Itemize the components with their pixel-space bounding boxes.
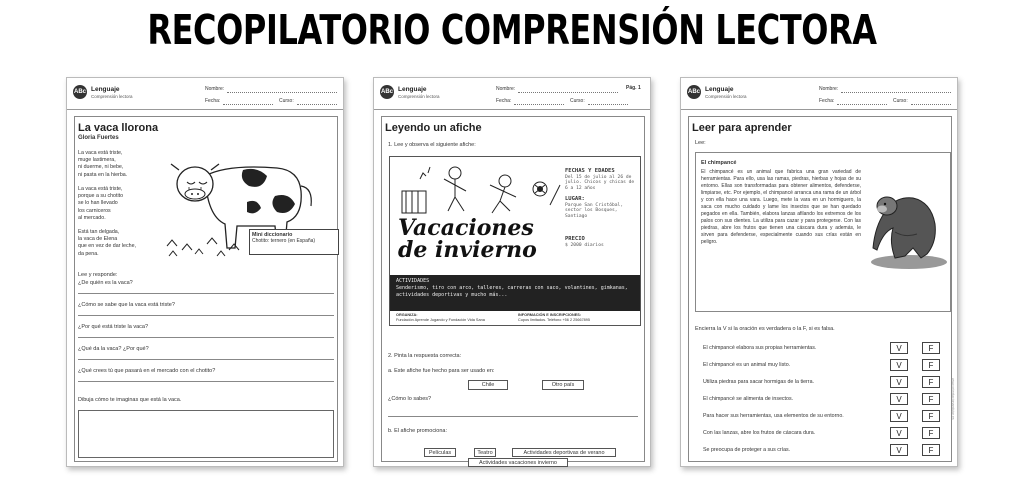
statement-text: El chimpancé es un animal muy listo. xyxy=(703,362,791,368)
question-a: a. Este afiche fue hecho para ser usado en: xyxy=(388,368,495,374)
course-label: Curso: xyxy=(570,98,585,104)
true-option[interactable]: V xyxy=(890,410,908,422)
sheet-title: Leer para aprender xyxy=(692,122,792,134)
question-4: ¿Qué da la vaca? ¿Por qué? xyxy=(78,346,149,352)
name-label: Nombre: xyxy=(819,86,839,92)
name-line[interactable] xyxy=(841,92,951,93)
true-option[interactable]: V xyxy=(890,376,908,388)
question-how: ¿Cómo lo sabes? xyxy=(388,396,432,402)
subsubject-label: Comprensión lectora xyxy=(91,94,133,99)
poem-line: La vaca está triste, xyxy=(78,150,123,156)
subsubject-label: Comprensión lectora xyxy=(705,94,747,99)
poster-price xyxy=(565,237,637,248)
header-divider xyxy=(374,109,650,110)
statement-text: Con las lanzas, abre los frutos de cáscara dura. xyxy=(703,430,816,436)
poem-stanza-2 xyxy=(78,186,123,222)
activities-text: Senderismo, tiro con arco, talleres, carreras con saco, volantines, gimkanas, actividades deportivas y mucho más... xyxy=(396,285,628,298)
worksheet-leyendo-un-afiche xyxy=(373,77,651,467)
poem-line: da pena. xyxy=(78,250,99,257)
statement-row xyxy=(703,342,953,355)
question-2: ¿Cómo se sabe que la vaca está triste? xyxy=(78,302,175,308)
course-line[interactable] xyxy=(588,104,628,105)
reading-title: El chimpancé xyxy=(701,160,737,166)
false-option[interactable]: F xyxy=(922,393,940,405)
course-line[interactable] xyxy=(297,104,337,105)
poster-title xyxy=(398,217,537,261)
abc-logo-icon: ABc xyxy=(73,85,87,99)
poster xyxy=(389,156,641,326)
header-divider xyxy=(681,109,957,110)
poster-organizer xyxy=(396,313,506,323)
date-line[interactable] xyxy=(223,104,273,105)
poem-line: muge lastimera, xyxy=(78,157,116,164)
instruction-1: 1. Lee y observa el siguiente afiche: xyxy=(388,142,476,148)
abc-logo-icon: ABc xyxy=(687,85,701,99)
false-option[interactable]: F xyxy=(922,342,940,354)
chimpanzee-illustration xyxy=(865,182,947,272)
answer-line[interactable] xyxy=(78,381,334,382)
false-option[interactable]: F xyxy=(922,410,940,422)
poem-stanza-1 xyxy=(78,150,127,179)
true-option[interactable]: V xyxy=(890,427,908,439)
dictionary-title: Mini diccionario xyxy=(252,232,293,238)
poem-line: La vaca está triste, xyxy=(78,186,123,192)
page-number: Pág. 1 xyxy=(626,85,641,91)
price-text: $ 2000 diarios xyxy=(565,242,604,248)
option-actividades-invierno[interactable]: Actividades vacaciones invierno xyxy=(468,458,568,467)
subject-label: Lenguaje xyxy=(705,86,734,93)
name-line[interactable] xyxy=(227,92,337,93)
sheet-header xyxy=(374,78,650,108)
instruction-true-false: Encierra la V si la oración es verdadera o la F, si es falsa. xyxy=(695,326,835,332)
poster-title-line: de invierno xyxy=(398,237,537,263)
poem-line: que en vez de dar leche, xyxy=(78,243,137,250)
statement-text: Se preocupa de proteger a sus crías. xyxy=(703,447,791,453)
poem-line: al mercado. xyxy=(78,214,106,221)
poster-place xyxy=(565,197,637,219)
question-5: ¿Qué crees tú que pasará en el mercado con el chotito? xyxy=(78,368,216,374)
poem-line: Está tan delgada, xyxy=(78,229,120,235)
false-option[interactable]: F xyxy=(922,427,940,439)
organizer-text: Fundación Aprende Jugando y Fundación Vida Sana xyxy=(396,318,485,322)
subsubject-label: Comprensión lectora xyxy=(398,94,440,99)
instruction-read-answer: Lee y responde: xyxy=(78,272,118,278)
answer-line[interactable] xyxy=(388,416,638,417)
statement-row xyxy=(703,359,953,372)
option-otro-pais[interactable]: Otro país xyxy=(542,380,584,390)
poster-info xyxy=(518,313,638,323)
page-title: RECOPILATORIO COMPRENSIÓN LECTORA xyxy=(147,6,877,54)
option-chile[interactable]: Chile xyxy=(468,380,508,390)
date-label: Fecha: xyxy=(496,98,512,104)
instruction-read: Lee: xyxy=(695,140,706,146)
place-text: Parque San Cristóbal, sector los Bosques, Santiago xyxy=(565,202,624,219)
true-option[interactable]: V xyxy=(890,393,908,405)
abc-logo-icon: ABc xyxy=(380,85,394,99)
name-label: Nombre: xyxy=(496,86,516,92)
statement-text: Para hacer sus herramientas, usa elementos de su entorno. xyxy=(703,413,844,419)
poem-line: porque a su chotito xyxy=(78,193,124,200)
sheet-title: Leyendo un afiche xyxy=(385,122,482,134)
date-label: Fecha: xyxy=(205,98,221,104)
poster-activities xyxy=(390,275,640,311)
question-1: ¿De quién es la vaca? xyxy=(78,280,133,286)
kids-playing-illustration xyxy=(400,161,565,219)
mini-dictionary xyxy=(249,229,339,255)
poem-line: ni duerme, ni bebe, xyxy=(78,164,124,171)
course-label: Curso: xyxy=(893,98,908,104)
poster-dates xyxy=(565,169,637,191)
date-line[interactable] xyxy=(514,104,564,105)
worksheet-leer-para-aprender xyxy=(680,77,958,467)
poem-line: la vaca de Elena xyxy=(78,236,118,243)
dates-title: FECHAS Y EDADES xyxy=(565,168,615,174)
name-line[interactable] xyxy=(518,92,618,93)
answer-line[interactable] xyxy=(78,337,334,338)
sheet-header xyxy=(67,78,343,108)
draw-instruction: Dibuja cómo te imaginas que está la vaca. xyxy=(78,397,182,403)
info-text: Cupos limitados. Teléfono +56 2 25667895 xyxy=(518,318,591,322)
dictionary-text: Chotito: ternero (en España) xyxy=(252,238,316,244)
worksheet-la-vaca-llorona xyxy=(66,77,344,467)
activities-title: ACTIVIDADES xyxy=(396,278,430,284)
poem-line: los carniceros xyxy=(78,207,111,214)
price-title: PRECIO xyxy=(565,236,585,242)
statement-text: El chimpancé se alimenta de insectos. xyxy=(703,396,794,402)
answer-line[interactable] xyxy=(78,359,334,360)
subject-label: Lenguaje xyxy=(91,86,120,93)
drawing-area[interactable] xyxy=(78,410,334,458)
poem-stanza-3 xyxy=(78,229,136,258)
side-watermark: www.orientacionandujar.es xyxy=(951,378,955,420)
date-label: Fecha: xyxy=(819,98,835,104)
false-option[interactable]: F xyxy=(922,359,940,371)
option-actividades-verano[interactable]: Actividades deportivas de verano xyxy=(512,448,616,457)
statement-row xyxy=(703,376,953,389)
false-option[interactable]: F xyxy=(922,376,940,388)
date-line[interactable] xyxy=(837,104,887,105)
statement-row xyxy=(703,444,953,457)
answer-line[interactable] xyxy=(78,315,334,316)
subject-label: Lenguaje xyxy=(398,86,427,93)
info-title: INFORMACIÓN E INSCRIPCIONES: xyxy=(518,313,582,317)
question-b: b. El afiche promociona: xyxy=(388,428,448,434)
reading-text: El chimpancé es un animal que fabrica una gran variedad de herramientas. Para ello, usa las ramas, piedras, hierbas y hojas de su entorno. Ellas son transformadas para obtener alimentos, defenderse, limpiarse, etc. Por ejemplo, el chimpancé arranca una rama de un árbol y con ella hace una vara. Luego, mete la vara en un hormiguero, la saca con mucho cuidado y lame los insectos que se han quedado pegados en ella. También, elabora lanzas afilando los extremos de los palos con sus dientes. La utiliza para cazar y para protegerse. Con las piedras, abre los frutos que tienen una cáscara dura y además, le sirven para defenderse, especialmente cuando sus crías están en peligro. xyxy=(701,169,861,245)
poem-line: ni pasta en la hierba. xyxy=(78,171,128,178)
true-option[interactable]: V xyxy=(890,359,908,371)
statement-text: El chimpancé elabora sus propias herramientas. xyxy=(703,345,817,351)
poster-title-line: Vacaciones xyxy=(398,215,534,241)
false-option[interactable]: F xyxy=(922,444,940,456)
name-label: Nombre: xyxy=(205,86,225,92)
answer-line[interactable] xyxy=(78,293,334,294)
course-label: Curso: xyxy=(279,98,294,104)
true-option[interactable]: V xyxy=(890,444,908,456)
true-option[interactable]: V xyxy=(890,342,908,354)
instruction-2: 2. Pinta la respuesta correcta: xyxy=(388,353,462,359)
question-3: ¿Por qué está triste la vaca? xyxy=(78,324,149,330)
dates-text: Del 15 de julio al 26 de julio. Chicos y chicas de 6 a 12 años xyxy=(565,174,635,191)
author: Gloria Fuertes xyxy=(78,135,119,141)
statement-text: Utiliza piedras para sacar hormigas de la tierra. xyxy=(703,379,814,385)
statement-row xyxy=(703,427,953,440)
option-peliculas[interactable]: Películas xyxy=(424,448,456,457)
course-line[interactable] xyxy=(911,104,951,105)
header-divider xyxy=(67,109,343,110)
poem-line: se lo han llevado xyxy=(78,200,118,207)
place-title: LUGAR: xyxy=(565,196,585,202)
organizer-title: ORGANIZA: xyxy=(396,313,418,317)
option-teatro[interactable]: Teatro xyxy=(474,448,496,457)
statement-row xyxy=(703,410,953,423)
sheet-header xyxy=(681,78,957,108)
sheet-title: La vaca llorona xyxy=(78,122,159,134)
statement-row xyxy=(703,393,953,406)
